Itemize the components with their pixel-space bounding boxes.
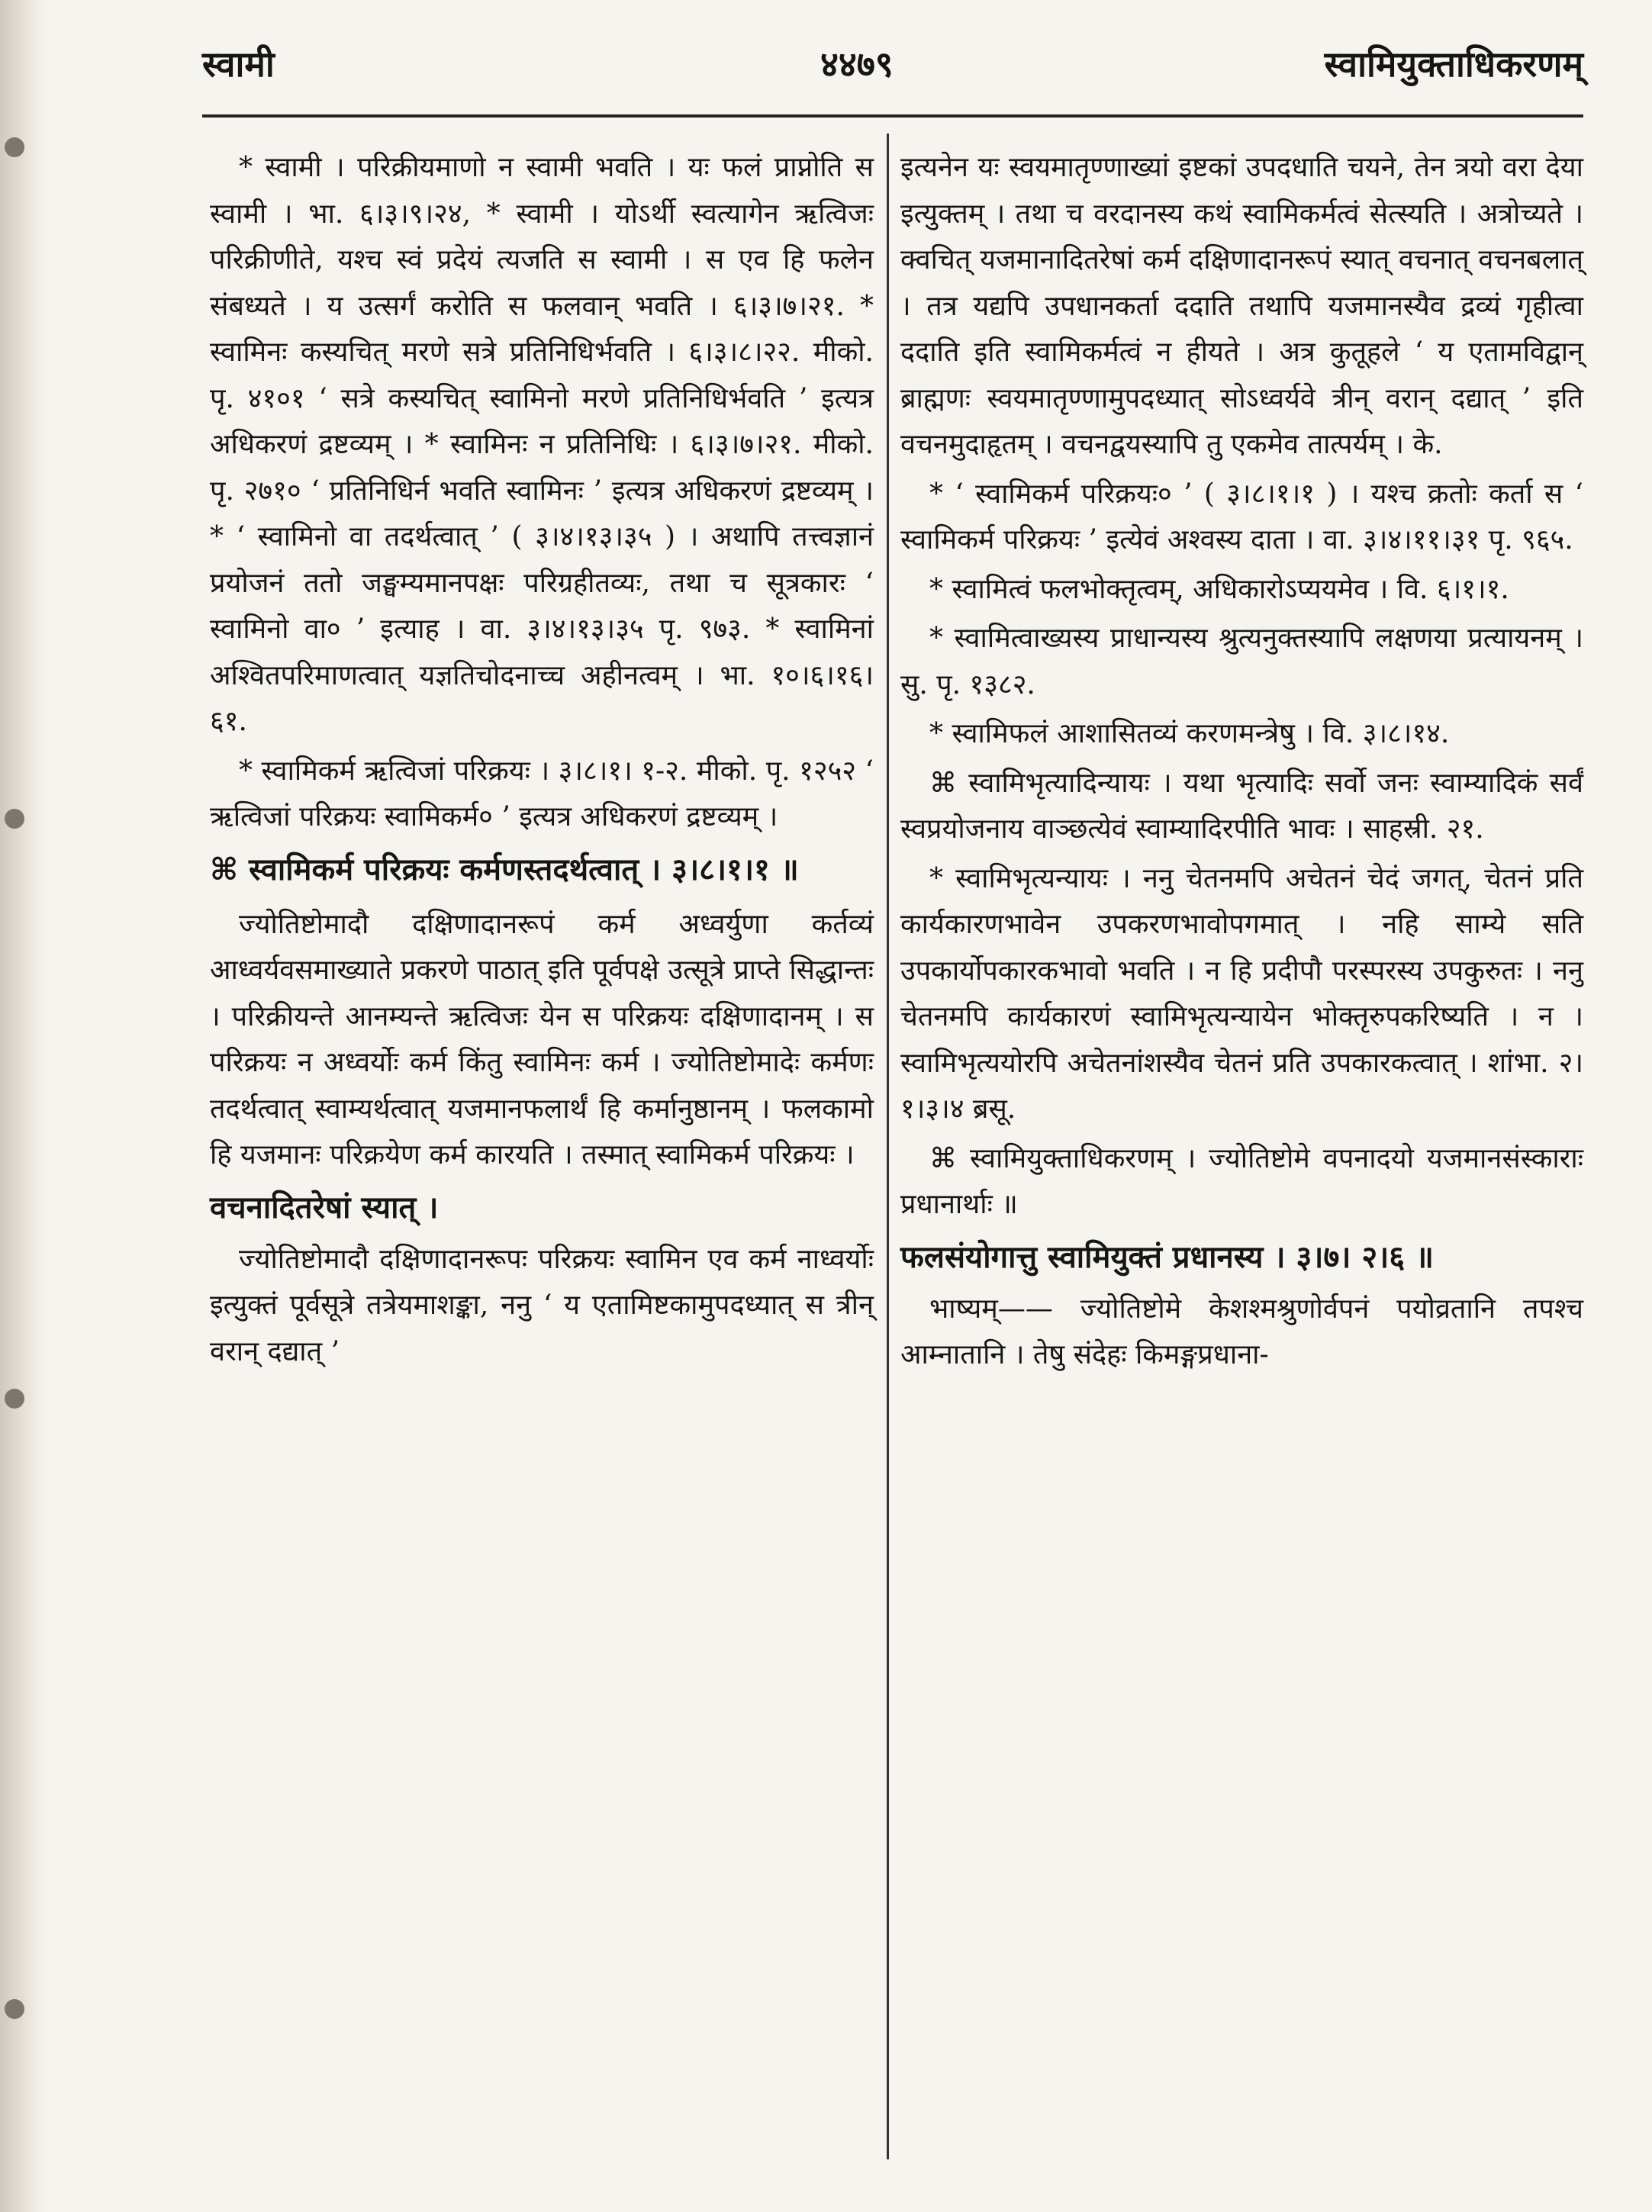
entry-swami: * स्वामी । परिक्रीयमाणो न स्वामी भवति । यः फलं प्राप्नोति स स्वामी । भा. ६।३।९।२४, * स्वामी । योऽर्थी स्वत्यागेन ऋत्विजः परिक्रीणीते, यश्च स्वं प्रदेयं त्यजति स स्वामी । स एव हि फलेन संबध्यते । य उत्सर्गं करोति स फलवान् भवति । ६।३।७।२१. * स्वामिनः कस्यचित् मरणे सत्रे प्रतिनिधिर्भवति । ६।३।८।२२. मीको. पृ. ४१०१ ‘ सत्रे कस्यचित् स्वामिनो मरणे प्रतिनिधिर्भवति ’ इत्यत्र अधिकरणं द्रष्टव्यम् । * स्वामिनः न प्रतिनिधिः । ६।३।७।२१. मीको. पृ. २७१० ‘ प्रतिनिधिर्न भवति स्वामिनः ’ इत्यत्र अधिकरणं द्रष्टव्यम् । * ‘ स्वामिनो वा तदर्थत्वात् ’ ( ३।४।१३।३५ ) । अथापि तत्त्वज्ञानं प्रयोजनं ततो जङ्घम्यमानपक्षः परिग्रहीतव्यः, तथा च सूत्रकारः ‘ स्वामिनो वा० ’ इत्याह । वा. ३।४।१३।३५ पृ. ९७३. * स्वामिनां अश्वितपरिमाणत्वात् यज्ञतिचोदनाच्च अहीनत्वम् । भा. १०।६।१६।६१. <box>210 152 874 737</box>
entry-swamibhritya-nyaya: * स्वामिभृत्यन्यायः । ननु चेतनमपि अचेतनं चेदं जगत्, चेतनं प्रति कार्यकारणभावेन उपकरणभावोपगमात् । नहि साम्ये सति उपकार्योपकारकभावो भवति । न हि प्रदीपौ परस्परस्य उपकुरुतः । ननु चेतनमपि कार्यकारणं स्वामिभृत्यन्यायेन भोक्तृरुपकरिष्यति । न । स्वामिभृत्ययोरपि अचेतनांशस्यैव चेतनं प्रति उपकारकत्वात् । शांभा. २।१।३।४ ब्रसू. <box>900 862 1583 1125</box>
commentary-continued: इत्यनेन यः स्वयमातृण्णाख्यां इष्टकां उपदधाति चयने, तेन त्रयो वरा देया इत्युक्तम् । तथा च वरदानस्य कथं स्वामिकर्मत्वं सेत्स्यति । अत्रोच्यते । क्वचित् यजमानादितरेषां कर्म दक्षिणादानरूपं स्यात् वचनात् वचनबलात् । तत्र यद्यपि उपधानकर्ता ददाति तथापि यजमानस्यैव द्रव्यं गृहीत्वा ददाति इति स्वामिकर्मत्वं न हीयते । अत्र कुतूहले ‘ य एतामविद्वान् ब्राह्मणः स्वयमातृण्णामुपदध्यात् सोऽध्वर्यवे त्रीन् वरान् दद्यात् ’ इति वचनमुदाहृतम् । वचनद्वयस्यापि तु एकमेव तात्पर्यम् । के. <box>900 152 1583 460</box>
binding-hole <box>5 809 24 829</box>
header-right-keyword: स्वामियुक्ताधिकरणम् <box>1324 43 1583 85</box>
sutra-heading-vachanad: वचनादितरेषां स्यात् । <box>210 1189 439 1225</box>
column-divider <box>887 134 889 2159</box>
binding-hole <box>5 137 24 157</box>
sutra-heading-phalasamyogat: फलसंयोगात्तु स्वामियुक्तं प्रधानस्य । ३।७। २।६ ॥ <box>900 1238 1434 1275</box>
header-rule <box>202 114 1583 118</box>
binding-hole <box>5 1999 24 2019</box>
header-left-keyword: स्वामी <box>202 43 275 85</box>
page-binding-edge <box>0 0 46 2212</box>
sutra-commentary: ज्योतिष्टोमादौ दक्षिणादानरूपं कर्म अध्वर्युणा कर्तव्यं आध्वर्यवसमाख्याते प्रकरणे पाठात् इति पूर्वपक्षे उत्सूत्रे प्राप्ते सिद्धान्तः । परिक्रीयन्ते आनम्यन्ते ऋत्विजः येन स परिक्रयः दक्षिणादानम् । स परिक्रयः न अध्वर्योः कर्म किंतु स्वामिनः कर्म । ज्योतिष्टोमादेः कर्मणः तदर्थत्वात् स्वाम्यर्थत्वात् यजमानफलार्थं हि कर्मानुष्ठानम् । फलकामो हि यजमानः परिक्रयेण कर्म कारयति । तस्मात् स्वामिकर्म परिक्रयः । <box>210 908 874 1170</box>
page-header <box>202 40 1583 93</box>
page-number: ४४७९ <box>820 43 894 85</box>
entry-swamitva: * स्वामित्वं फलभोक्तृत्वम्, अधिकारोऽप्ययमेव । वि. ६।१।१. <box>929 573 1509 605</box>
left-column <box>210 145 874 1378</box>
entry-swamitvakhya: * स्वामित्वाख्यस्य प्राधान्यस्य श्रुत्यनुक्तस्यापि लक्षणया प्रत्यायनम् । सु. पृ. १३८२. <box>900 623 1583 700</box>
entry-swamibhrityadi-nyaya: ⌘ स्वामिभृत्यादिन्यायः । यथा भृत्यादिः सर्वो जनः स्वाम्यादिकं सर्वं स्वप्रयोजनाय वाञ्छत्येवं स्वाम्यादिरपीति भावः । साहस्री. २१. <box>900 767 1583 845</box>
binding-hole <box>5 1389 24 1409</box>
bhashya-text: भाष्यम्—— ज्योतिष्टोमे केशश्मश्रुणोर्वपनं पयोव्रतानि तपश्च आम्नातानि । तेषु संदेहः किमङ्गप्रधाना- <box>900 1293 1583 1370</box>
sutra-heading-swamikarma-parikraya: ⌘ स्वामिकर्म परिक्रयः कर्मणस्तदर्थत्वात् । ३।८।१।१ ॥ <box>210 851 799 887</box>
entry-swamikarma-parikraya-quote: * ‘ स्वामिकर्म परिक्रयः० ’ ( ३।८।१।१ ) । यश्च क्रतोः कर्ता स ‘ स्वामिकर्म परिक्रयः ’ इत्येवं अश्वस्य दाता । वा. ३।४।११।३१ पृ. ९६५. <box>900 478 1583 555</box>
entry-swamikarma: * स्वामिकर्म ऋत्विजां परिक्रयः । ३।८।१। १-२. मीको. पृ. १२५२ ‘ ऋत्विजां परिक्रयः स्वामिकर्म० ’ इत्यत्र अधिकरणं द्रष्टव्यम् । <box>210 755 874 832</box>
right-column <box>900 145 1583 1382</box>
sutra-commentary-vachanad: ज्योतिष्टोमादौ दक्षिणादानरूपः परिक्रयः स्वामिन एव कर्म नाध्वर्योः इत्युक्तं पूर्वसूत्रे तत्रेयमाशङ्का, ननु ‘ य एतामिष्टकामुपदध्यात् स त्रीन् वरान् दद्यात् ’ <box>210 1243 874 1367</box>
entry-swamiphala: * स्वामिफलं आशासितव्यं करणमन्त्रेषु । वि. ३।८।१४. <box>929 718 1450 749</box>
entry-swamiyuktadhikarana: ⌘ स्वामियुक्ताधिकरणम् । ज्योतिष्टोमे वपनादयो यजमानसंस्काराः प्रधानार्थाः ॥ <box>900 1142 1583 1220</box>
